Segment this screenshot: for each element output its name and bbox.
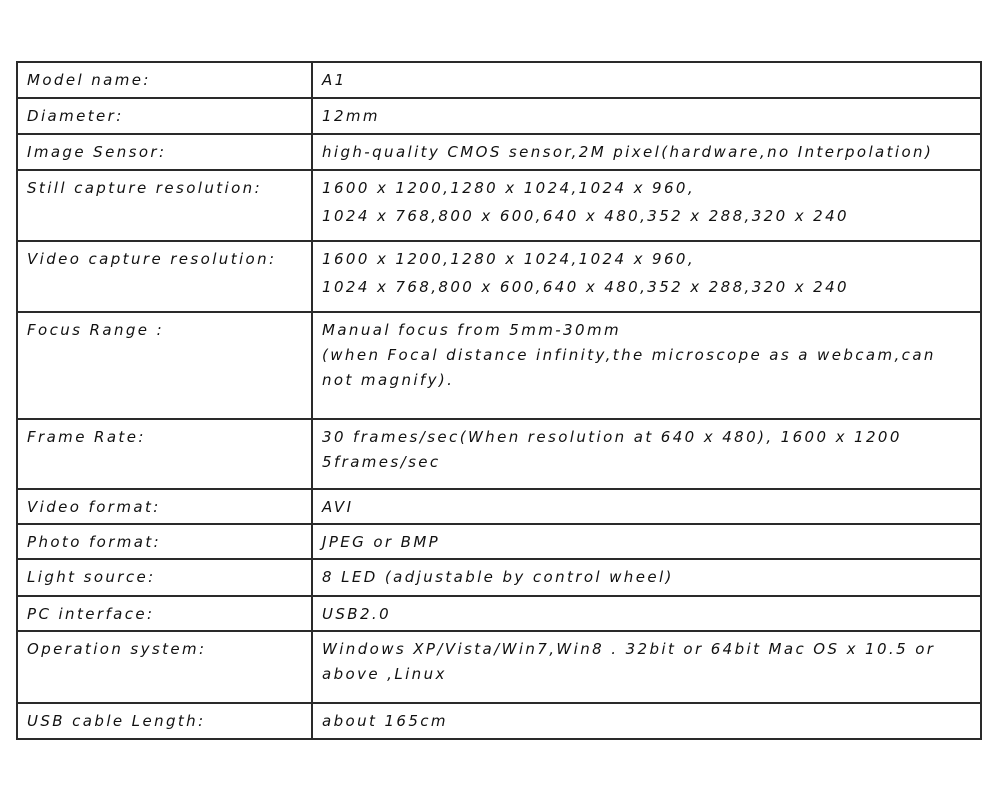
- spec-value-line: A1: [322, 71, 347, 89]
- spec-value-line: about 165cm: [322, 712, 448, 730]
- spec-label: Video capture resolution:: [17, 241, 312, 312]
- spec-row-pc-interface: [17, 596, 981, 631]
- spec-row-focus-range: [17, 312, 981, 419]
- spec-row-diameter: [17, 98, 981, 134]
- spec-value: [312, 703, 981, 739]
- spec-value-line: 12mm: [322, 107, 380, 125]
- spec-value: [312, 596, 981, 631]
- spec-row-still-capture-resolution: [17, 170, 981, 241]
- spec-row-video-capture-resolution: [17, 241, 981, 312]
- spec-label: Diameter:: [17, 98, 312, 134]
- spec-label: Image Sensor:: [17, 134, 312, 170]
- spec-value-line: above ,Linux: [322, 665, 447, 683]
- spec-label: Focus Range :: [17, 312, 312, 419]
- spec-label: Model name:: [17, 62, 312, 98]
- spec-value: [312, 524, 981, 559]
- spec-value-line: 1600 x 1200,1280 x 1024,1024 x 960,: [322, 179, 696, 197]
- spec-value-line: (when Focal distance infinity,the microscope as a webcam,can: [322, 346, 936, 364]
- spec-value: [312, 241, 981, 312]
- spec-row-usb-cable-length: [17, 703, 981, 739]
- spec-value-line: Windows XP/Vista/Win7,Win8 . 32bit or 64bit Mac OS x 10.5 or: [322, 640, 936, 658]
- spec-row-model-name: [17, 62, 981, 98]
- spec-label: Light source:: [17, 559, 312, 596]
- spec-label: Video format:: [17, 489, 312, 524]
- spec-value: [312, 489, 981, 524]
- spec-row-image-sensor: [17, 134, 981, 170]
- spec-row-photo-format: [17, 524, 981, 559]
- spec-label: Operation system:: [17, 631, 312, 703]
- spec-row-video-format: [17, 489, 981, 524]
- spec-row-frame-rate: [17, 419, 981, 489]
- spec-value-line: 1024 x 768,800 x 600,640 x 480,352 x 288,320 x 240: [322, 207, 849, 225]
- spec-value: [312, 631, 981, 703]
- spec-label: Frame Rate:: [17, 419, 312, 489]
- spec-table: [16, 61, 982, 740]
- spec-row-light-source: [17, 559, 981, 596]
- spec-value: [312, 134, 981, 170]
- spec-value-line: not magnify).: [322, 371, 455, 389]
- spec-value-line: AVI: [322, 498, 354, 516]
- spec-value: [312, 312, 981, 419]
- spec-value: [312, 98, 981, 134]
- spec-value-line: 5frames/sec: [322, 453, 441, 471]
- spec-value: [312, 419, 981, 489]
- spec-value-line: JPEG or BMP: [322, 533, 441, 551]
- spec-value-line: 30 frames/sec(When resolution at 640 x 480), 1600 x 1200: [322, 428, 902, 446]
- spec-value: [312, 559, 981, 596]
- spec-label: PC interface:: [17, 596, 312, 631]
- spec-row-operation-system: [17, 631, 981, 703]
- spec-value: [312, 62, 981, 98]
- spec-value-line: high-quality CMOS sensor,2M pixel(hardware,no Interpolation): [322, 143, 934, 161]
- spec-label: USB cable Length:: [17, 703, 312, 739]
- spec-value-line: 8 LED (adjustable by control wheel): [322, 568, 674, 586]
- spec-value-line: USB2.0: [322, 605, 392, 623]
- spec-label: Photo format:: [17, 524, 312, 559]
- spec-value: [312, 170, 981, 241]
- spec-value-line: 1600 x 1200,1280 x 1024,1024 x 960,: [322, 250, 696, 268]
- spec-label: Still capture resolution:: [17, 170, 312, 241]
- spec-value-line: 1024 x 768,800 x 600,640 x 480,352 x 288,320 x 240: [322, 278, 849, 296]
- spec-value-line: Manual focus from 5mm-30mm: [322, 321, 621, 339]
